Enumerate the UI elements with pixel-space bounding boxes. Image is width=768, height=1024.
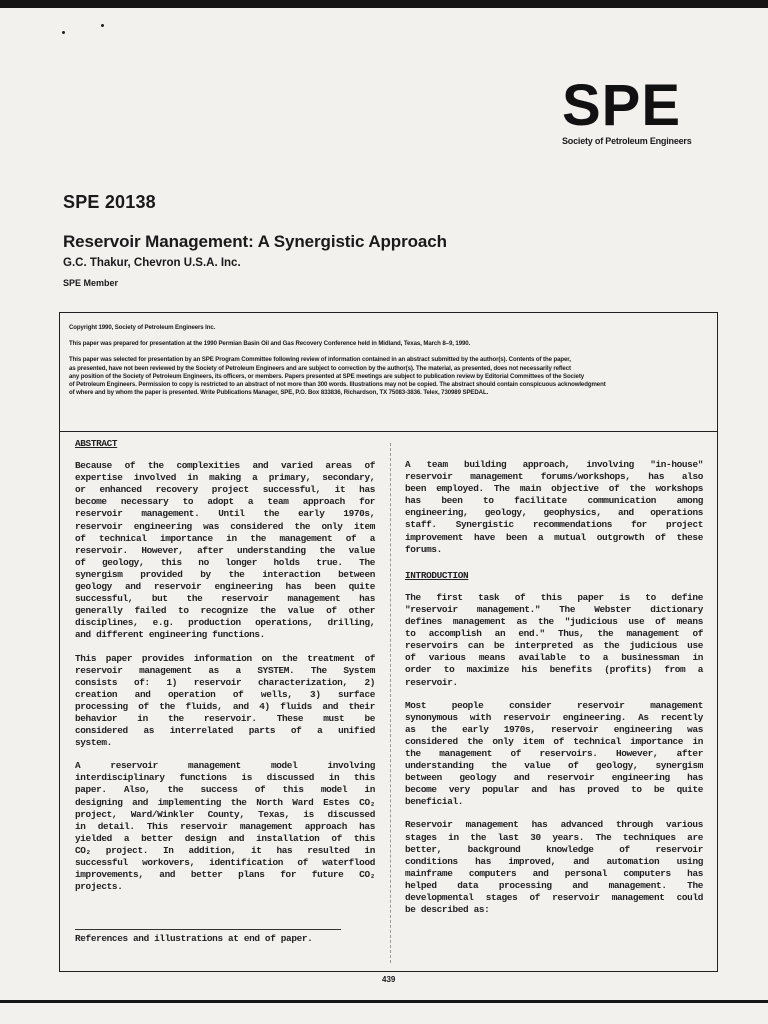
text-line: synonymous with reservoir engineering. As recently xyxy=(405,711,703,723)
text-line: developmental stages of reservoir management could xyxy=(405,892,703,903)
text-line: between geology and reservoir engineering has xyxy=(405,772,703,784)
text-line: engineering, geology, geophysics, and operations xyxy=(405,507,703,519)
text-line: synergism provided by the interaction between xyxy=(75,568,375,580)
text-line: improvements, and better plans for future CO₂ xyxy=(75,869,375,881)
text-line: helped data processing and management. The xyxy=(405,879,703,891)
paper-title: Reservoir Management: A Synergistic Approach xyxy=(63,232,447,251)
text-line: to accomplish an end." Thus, the management of xyxy=(405,628,703,640)
text-line: reservoir. However, after understanding the value xyxy=(75,544,375,556)
text-line: been employed. The main objective of the workshops xyxy=(405,483,703,495)
text-line: reservoir management. Until the early 1970s, xyxy=(75,508,375,520)
text-line: beneficial. xyxy=(405,796,464,808)
scan-speck xyxy=(62,31,65,34)
references-footnote: References and illustrations at end of paper. xyxy=(75,929,341,945)
text-line: successful, but the reservoir management has xyxy=(75,593,375,605)
text-line: improvement have been a mutual outgrowth of these xyxy=(405,531,703,543)
text-line: the management of reservoirs. However, after xyxy=(405,747,703,759)
left-column xyxy=(75,438,375,945)
text-line: considered as interrelated parts of a unified xyxy=(75,725,375,737)
page-number: 439 xyxy=(382,975,396,984)
text-line: yielded a better design and installation of this xyxy=(75,832,375,844)
copyright-line: Copyright 1990, Society of Petroleum Engineers Inc. xyxy=(69,324,216,331)
text-line: order to maximize his benefits (profits) from a xyxy=(405,664,703,676)
intro-paragraph-2 xyxy=(405,700,703,809)
conference-line: This paper was prepared for presentation at the 1990 Permian Basin Oil and Gas Recovery Conference held in Midland, Texas, March 8–9, 1990. xyxy=(69,340,471,348)
abstract-paragraph-1 xyxy=(75,460,375,641)
spe-logo xyxy=(530,73,710,146)
text-line: conditions has improved, and automation using xyxy=(405,855,703,867)
notice-line: of where and by whom the paper is presented. Write Publications Manager, SPE, P.O. Box 833836, Richardson, TX 75083-3836. Telex, 730989 SPEDAL. xyxy=(69,389,489,397)
text-line: be described as: xyxy=(405,904,490,916)
copyright-notice xyxy=(69,356,711,397)
text-line: staff. Synergistic recommendations for project xyxy=(405,519,703,531)
text-line: of technical importance in the management of a xyxy=(75,532,375,544)
spe-logo-subtitle: Society of Petroleum Engineers xyxy=(562,136,692,146)
intro-paragraph-3 xyxy=(405,819,703,916)
text-line: CO₂ project. In addition, it has resulted in xyxy=(75,844,375,856)
text-line: in detail. This reservoir management approach has xyxy=(75,820,375,832)
text-line: designing and implementing the North Ward Estes CO₂ xyxy=(75,796,375,808)
text-line: projects. xyxy=(75,881,123,893)
text-line: A team building approach, involving "in-house" xyxy=(405,459,703,470)
text-line: interdisciplinary functions is discussed in this xyxy=(75,772,375,784)
text-line: as the early 1970s, reservoir engineering was xyxy=(405,723,703,735)
text-line: paper. Also, the success of this model in xyxy=(75,784,375,796)
text-line: better, background knowledge of reservoir xyxy=(405,843,703,855)
text-line: and different engineering functions. xyxy=(75,629,265,641)
team-approach-paragraph xyxy=(405,459,703,556)
text-line: disciplines, e.g. production operations, drilling, xyxy=(75,617,375,629)
text-line: understanding the value of geology, synergism xyxy=(405,760,703,772)
right-column xyxy=(405,459,703,927)
text-line: processing of the fluids, and 4) fluids and their xyxy=(75,700,375,712)
text-line: successful workovers, identification of waterflood xyxy=(75,857,375,868)
text-line: Because of the complexities and varied areas of xyxy=(75,460,375,472)
text-line: system. xyxy=(75,737,112,749)
author-membership: SPE Member xyxy=(63,278,119,288)
text-line: of various means available to a businessman in xyxy=(405,652,703,664)
text-line: geology and reservoir engineering has been quite xyxy=(75,581,375,593)
text-line: reservoir. xyxy=(405,676,458,688)
text-line: "reservoir management." The Webster dictionary xyxy=(405,603,703,615)
text-line: mainframe computers and personal computers has xyxy=(405,867,703,879)
text-line: reservoir management forums/workshops, has also xyxy=(405,471,703,483)
text-line: defines management as the "judicious use of means xyxy=(405,616,703,628)
text-line: reservoir management as a SYSTEM. The System xyxy=(75,664,375,676)
scan-speck xyxy=(101,24,104,27)
notice-line: of Petroleum Engineers. Permission to copy is restricted to an abstract of not more than 300 words. Illustrations may not be copied. The abstract should contain conspicuous acknowledgment xyxy=(69,381,606,389)
abstract-paragraph-3 xyxy=(75,760,375,893)
text-line: The first task of this paper is to define xyxy=(405,591,703,603)
text-line: Most people consider reservoir management xyxy=(405,699,703,711)
text-line: generally failed to recognize the value of other xyxy=(75,605,375,617)
bottom-border-rule xyxy=(0,1000,768,1003)
notice-line: This paper was selected for presentation by an SPE Program Committee following review of information contained in an abstract submitted by the author(s). Contents of the paper, xyxy=(69,356,571,364)
paper-number: SPE 20138 xyxy=(63,192,156,212)
top-border-rule xyxy=(0,0,768,8)
text-line: considered the only item of technical importance in xyxy=(405,735,703,747)
text-line: of geology, this no longer holds true. The xyxy=(75,556,375,568)
text-line: Reservoir management has advanced through various xyxy=(405,819,703,831)
spe-logo-text: SPE xyxy=(562,73,682,138)
text-line: become very popular and has proved to be quite xyxy=(405,784,703,796)
text-line: reservoirs can be interpreted as the judicious use xyxy=(405,640,703,652)
text-line: expertise involved in making a primary, secondary, xyxy=(75,472,375,484)
notice-line: as presented, have not been reviewed by the Society of Petroleum Engineers and are subject to correction by the author(s). The material, as presented, does not necessarily reflect xyxy=(69,364,571,372)
text-line: forums. xyxy=(405,543,442,555)
text-line: A reservoir management model involving xyxy=(75,760,375,772)
abstract-heading: ABSTRACT xyxy=(75,438,118,449)
text-line: creation and operation of wells, 3) surface xyxy=(75,688,375,700)
text-line: This paper provides information on the treatment of xyxy=(75,652,375,664)
text-line: has been to facilitate communication among xyxy=(405,495,703,507)
text-line: reservoir engineering was considered the only item xyxy=(75,520,375,532)
text-line: consists of: 1) reservoir characterization, 2) xyxy=(75,676,375,688)
intro-paragraph-1 xyxy=(405,592,703,689)
abstract-paragraph-2 xyxy=(75,653,375,750)
text-line: or enhanced recovery project successful, it has xyxy=(75,484,375,496)
text-line: stages in the last 30 years. The techniques are xyxy=(405,831,703,843)
text-line: behavior in the reservoir. These must be xyxy=(75,712,375,724)
introduction-heading: INTRODUCTION xyxy=(405,569,469,581)
copyright-divider xyxy=(60,431,717,432)
copyright-block xyxy=(69,324,711,401)
notice-line: any position of the Society of Petroleum Engineers, its officers, or members. Papers presented at SPE meetings are subject to publication review by Editorial Committees of the Society xyxy=(69,372,585,380)
text-line: become necessary to adopt a team approach for xyxy=(75,496,375,508)
column-separator xyxy=(390,443,391,963)
paper-authors: G.C. Thakur, Chevron U.S.A. Inc. xyxy=(63,257,241,269)
text-line: project, Ward/Winkler County, Texas, is discussed xyxy=(75,808,375,820)
